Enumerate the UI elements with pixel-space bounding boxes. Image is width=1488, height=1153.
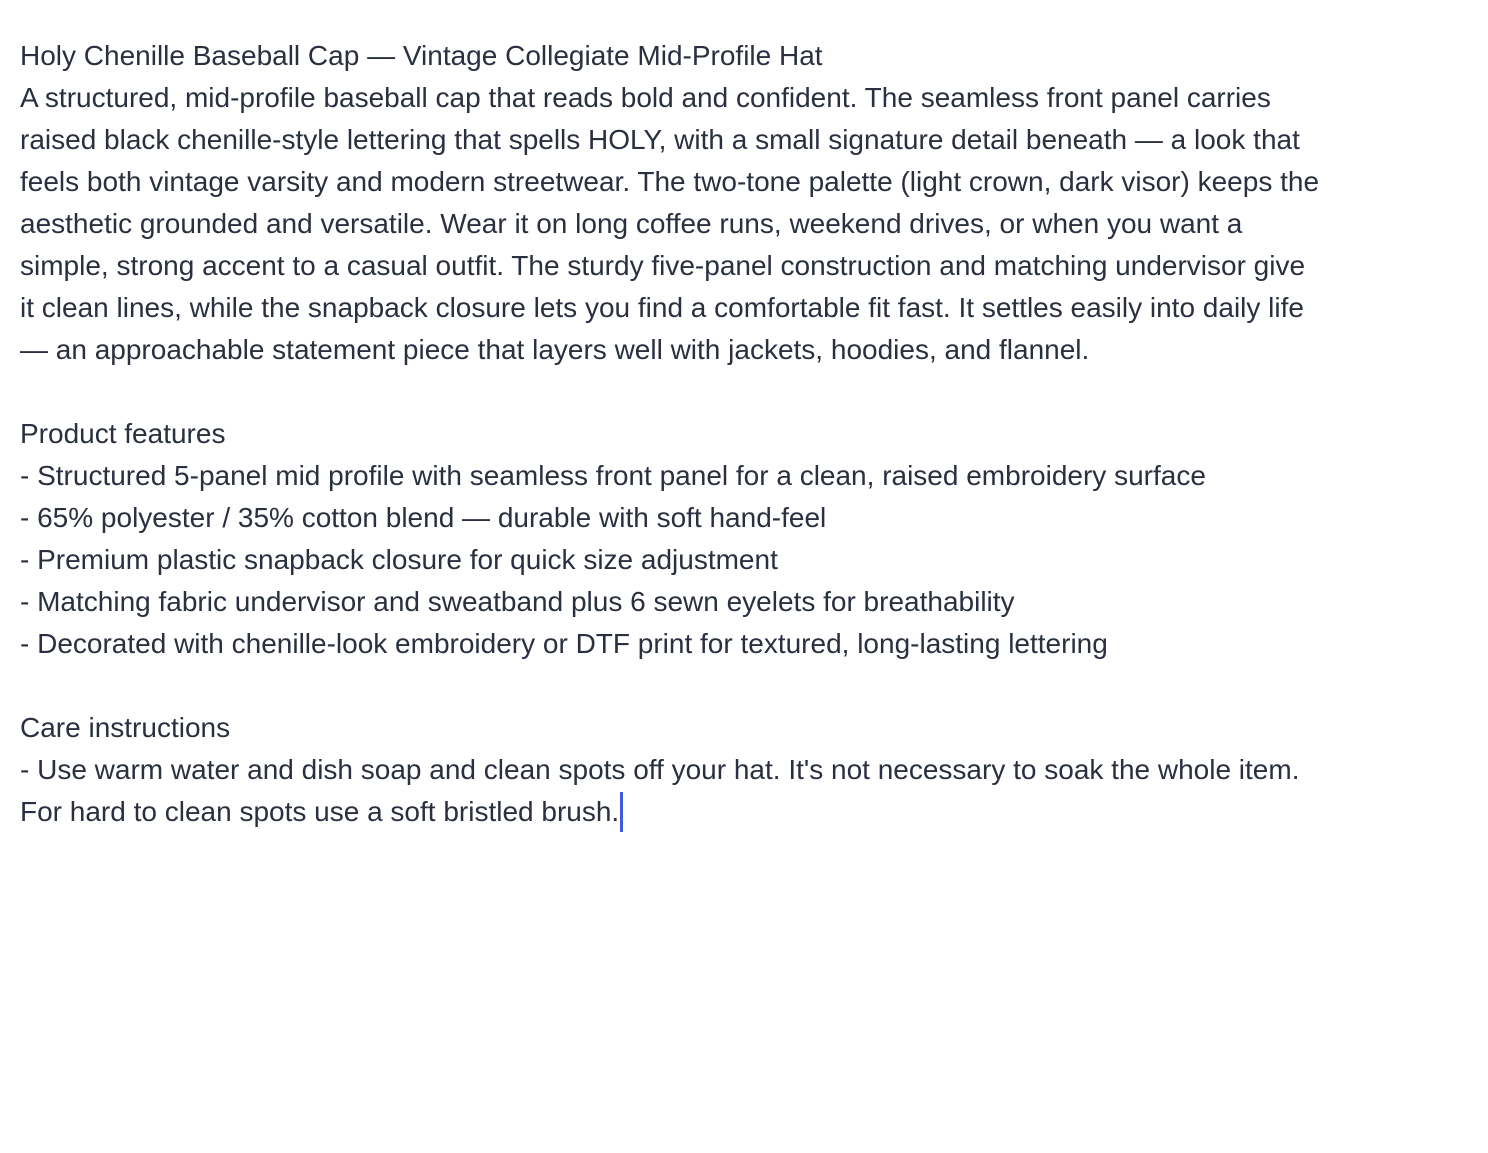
- feature-item: - Matching fabric undervisor and sweatband plus 6 sewn eyelets for breathability: [20, 586, 1015, 617]
- description-line: it clean lines, while the snapback closure lets you find a comfortable fit fast. It settles easily into daily life: [20, 292, 1304, 323]
- care-line: - Use warm water and dish soap and clean spots off your hat. It's not necessary to soak the whole item.: [20, 754, 1300, 785]
- text-caret: [620, 792, 623, 832]
- feature-item: - 65% polyester / 35% cotton blend — durable with soft hand-feel: [20, 502, 827, 533]
- description-line: aesthetic grounded and versatile. Wear it on long coffee runs, weekend drives, or when you want a: [20, 208, 1243, 239]
- product-title: Holy Chenille Baseball Cap — Vintage Collegiate Mid-Profile Hat: [20, 40, 823, 71]
- feature-item: - Premium plastic snapback closure for quick size adjustment: [20, 544, 778, 575]
- description-line: A structured, mid-profile baseball cap that reads bold and confident. The seamless front panel carries: [20, 82, 1271, 113]
- description-line: — an approachable statement piece that layers well with jackets, hoodies, and flannel.: [20, 334, 1090, 365]
- description-line: raised black chenille-style lettering that spells HOLY, with a small signature detail beneath — a look that: [20, 124, 1300, 155]
- text-editor[interactable]: [20, 35, 1470, 1135]
- care-line-text: For hard to clean spots use a soft bristled brush.: [20, 796, 620, 827]
- description-line: simple, strong accent to a casual outfit. The sturdy five-panel construction and matching undervisor give: [20, 250, 1306, 281]
- description-line: feels both vintage varsity and modern streetwear. The two-tone palette (light crown, dark visor) keeps the: [20, 166, 1320, 197]
- feature-item: - Structured 5-panel mid profile with seamless front panel for a clean, raised embroidery surface: [20, 460, 1206, 491]
- features-heading: Product features: [20, 418, 226, 449]
- blank-line: [20, 665, 1470, 707]
- care-line-last: [20, 791, 1470, 833]
- feature-item: - Decorated with chenille-look embroidery or DTF print for textured, long-lasting lettering: [20, 628, 1108, 659]
- care-heading: Care instructions: [20, 712, 231, 743]
- blank-line: [20, 371, 1470, 413]
